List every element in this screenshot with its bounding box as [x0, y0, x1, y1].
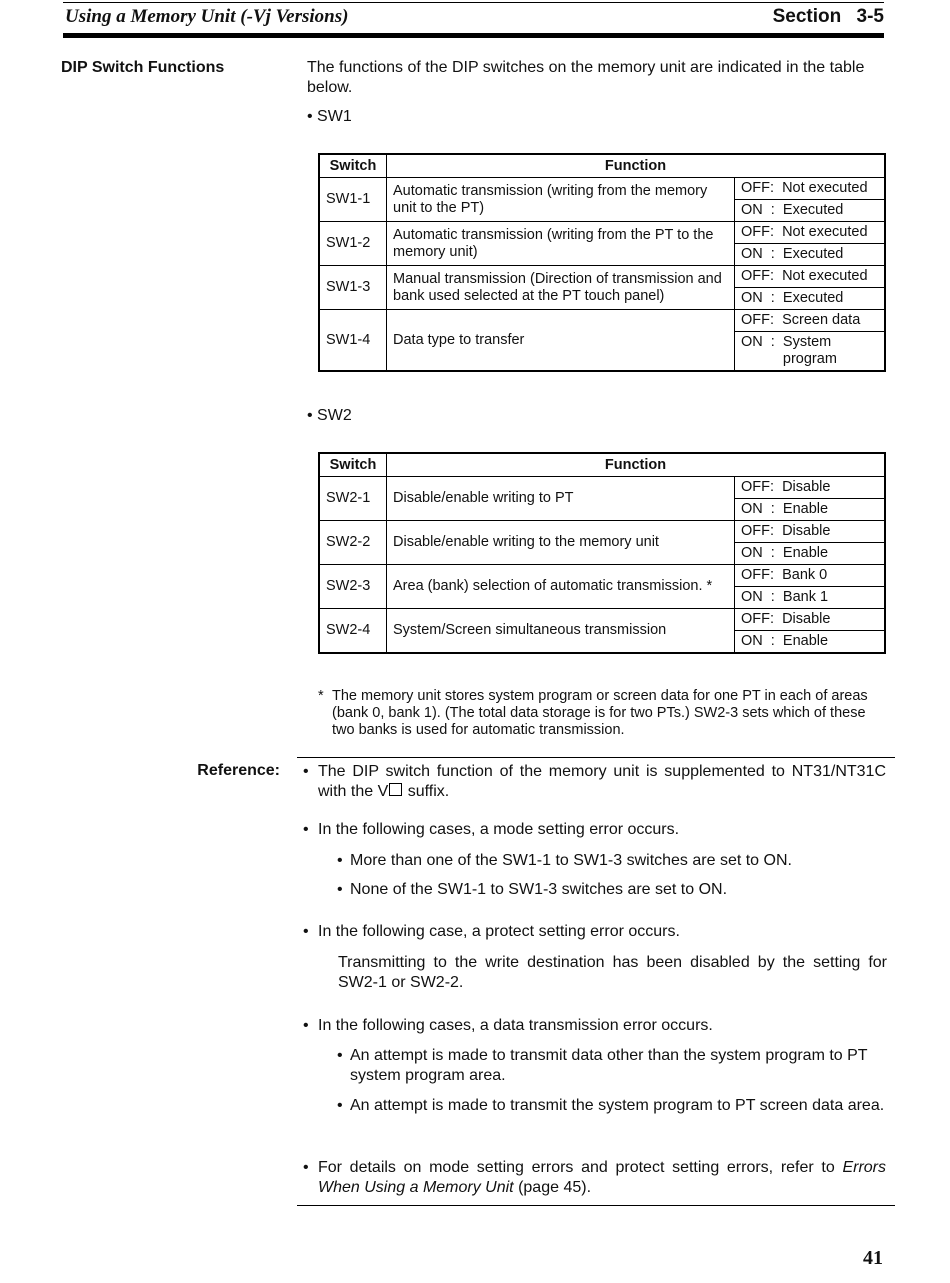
reference-subitem — [337, 1046, 886, 1086]
sw2-bullet: • SW2 — [307, 407, 352, 424]
on-prefix: ON : — [741, 290, 775, 306]
col-switch-header: Switch — [319, 154, 387, 178]
reference-item-text — [318, 762, 886, 802]
switch-cell: SW2-1 — [319, 477, 387, 521]
function-cell: Area (bank) selection of automatic transmission. * — [387, 565, 735, 609]
reference-subitem — [337, 1096, 886, 1116]
sw2-label: SW2 — [317, 407, 352, 424]
reference-item-text: In the following case, a protect setting error occurs. — [318, 923, 680, 940]
bullet-icon: • — [303, 821, 309, 838]
sw1-label: SW1 — [317, 108, 352, 125]
bullet-icon: • — [337, 1097, 343, 1114]
on-prefix: ON : — [741, 246, 775, 262]
function-cell: Disable/enable writing to PT — [387, 477, 735, 521]
switch-cell: SW2-3 — [319, 565, 387, 609]
switch-cell: SW1-3 — [319, 266, 387, 310]
reference-subitem-text: An attempt is made to transmit the system program to PT screen data area. — [350, 1097, 885, 1114]
header-bottom-rule — [63, 33, 884, 38]
reference-item — [303, 820, 886, 840]
bullet-icon: • — [337, 852, 343, 869]
sw2-table-header — [319, 453, 885, 477]
on-prefix: ON : — [741, 589, 775, 605]
table-row — [319, 609, 885, 631]
footnote-text: The memory unit stores system program or screen data for one PT in each of areas (bank 0, bank 1). (The total data storage is for two PTs.) SW2-3 sets which of these two banks is used for automatic transmission. — [332, 688, 868, 738]
on-value: Executed — [782, 202, 844, 218]
section-number: 3-5 — [856, 6, 884, 27]
sw2-footnote — [318, 688, 886, 739]
reference-label: Reference: — [197, 762, 280, 779]
table-row — [319, 266, 885, 288]
dip-intro-text: The functions of the DIP switches on the memory unit are indicated in the table below. — [307, 59, 865, 96]
function-cell: Data type to transfer — [387, 310, 735, 372]
reference-item — [303, 1016, 886, 1036]
bullet-icon: • — [337, 881, 343, 898]
switch-cell: SW2-2 — [319, 521, 387, 565]
table-row — [319, 477, 885, 499]
on-prefix: ON : — [741, 545, 775, 561]
off-state-cell: OFF: Bank 0 — [735, 565, 886, 587]
reference-subitem-text: An attempt is made to transmit data other than the system program to PT system program area. — [350, 1047, 868, 1084]
dip-switch-heading: DIP Switch Functions — [61, 59, 225, 76]
function-cell: Automatic transmission (writing from the memory unit to the PT) — [387, 178, 735, 222]
item1-suffix: suffix. — [403, 783, 450, 800]
on-value: System program — [782, 334, 837, 367]
on-state-cell — [735, 587, 886, 609]
reference-paragraph-text: Transmitting to the write destination has been disabled by the setting for SW2-1 or SW2-2. — [338, 954, 887, 991]
on-prefix: ON : — [741, 334, 775, 350]
on-prefix: ON : — [741, 501, 775, 517]
on-state-cell — [735, 332, 886, 372]
cross-reference-title: Errors When Using a Memory Unit — [318, 1159, 886, 1196]
off-state-cell: OFF: Screen data — [735, 310, 886, 332]
table-row — [319, 521, 885, 543]
reference-item — [303, 922, 886, 942]
footnote-marker: * — [318, 688, 324, 704]
on-value: Enable — [782, 633, 829, 649]
reference-subitem-text: None of the SW1-1 to SW1-3 switches are set to ON. — [350, 881, 728, 898]
on-prefix: ON : — [741, 202, 775, 218]
on-state-cell — [735, 631, 886, 654]
on-state-cell — [735, 288, 886, 310]
reference-item-text: In the following cases, a data transmission error occurs. — [318, 1017, 713, 1034]
sw1-bullet: • SW1 — [307, 108, 352, 125]
col-function-header: Function — [387, 453, 886, 477]
section-label: Section — [772, 6, 842, 27]
page-number: 41 — [863, 1247, 883, 1269]
off-state-cell: OFF: Disable — [735, 609, 886, 631]
on-value: Executed — [782, 290, 844, 306]
off-state-cell: OFF: Not executed — [735, 266, 886, 288]
switch-cell: SW1-1 — [319, 178, 387, 222]
item5-page-ref: (page 45). — [513, 1179, 592, 1196]
reference-bottom-rule — [297, 1205, 895, 1206]
header-top-rule — [63, 2, 884, 3]
on-value: Executed — [782, 246, 844, 262]
on-state-cell — [735, 200, 886, 222]
switch-cell: SW1-4 — [319, 310, 387, 372]
on-state-cell — [735, 543, 886, 565]
switch-cell: SW1-2 — [319, 222, 387, 266]
sw2-table — [318, 452, 886, 654]
reference-subitem — [337, 880, 886, 900]
function-cell: System/Screen simultaneous transmission — [387, 609, 735, 654]
bullet-icon: • — [303, 923, 309, 940]
col-switch-header: Switch — [319, 453, 387, 477]
switch-cell: SW2-4 — [319, 609, 387, 654]
reference-item — [303, 1158, 886, 1198]
reference-subitem-text: More than one of the SW1-1 to SW1-3 switches are set to ON. — [350, 852, 792, 869]
running-header-section — [773, 6, 884, 28]
reference-item-text: In the following cases, a mode setting error occurs. — [318, 821, 680, 838]
off-state-cell: OFF: Disable — [735, 521, 886, 543]
sw1-table-header — [319, 154, 885, 178]
sw1-table — [318, 153, 886, 372]
running-header-title: Using a Memory Unit (-Vj Versions) — [65, 6, 349, 27]
on-state-cell — [735, 499, 886, 521]
on-state-cell — [735, 244, 886, 266]
item5-text: For details on mode setting errors and protect setting errors, refer to — [318, 1159, 843, 1176]
on-value: Enable — [782, 545, 829, 561]
table-row — [319, 178, 885, 200]
table-row — [319, 222, 885, 244]
function-cell: Automatic transmission (writing from the PT to the memory unit) — [387, 222, 735, 266]
reference-paragraph — [338, 953, 887, 993]
item1-text: The DIP switch function of the memory unit is supplemented to NT31/NT31C with the V — [318, 763, 886, 800]
function-cell: Disable/enable writing to the memory unit — [387, 521, 735, 565]
reference-top-rule — [297, 757, 895, 758]
bullet-icon: • — [303, 1159, 309, 1176]
reference-item-text — [318, 1158, 886, 1198]
on-value: Bank 1 — [782, 589, 829, 605]
bullet-icon: • — [303, 763, 309, 780]
off-state-cell: OFF: Not executed — [735, 178, 886, 200]
table-row — [319, 565, 885, 587]
table-row — [319, 310, 885, 332]
bullet-icon: • — [337, 1047, 343, 1064]
square-icon — [389, 783, 402, 796]
function-cell: Manual transmission (Direction of transmission and bank used selected at the PT touch panel) — [387, 266, 735, 310]
on-value: Enable — [782, 501, 829, 517]
off-state-cell: OFF: Not executed — [735, 222, 886, 244]
bullet-icon: • — [303, 1017, 309, 1034]
col-function-header: Function — [387, 154, 886, 178]
on-prefix: ON : — [741, 633, 775, 649]
reference-item — [303, 762, 886, 802]
reference-subitem — [337, 851, 886, 871]
off-state-cell: OFF: Disable — [735, 477, 886, 499]
